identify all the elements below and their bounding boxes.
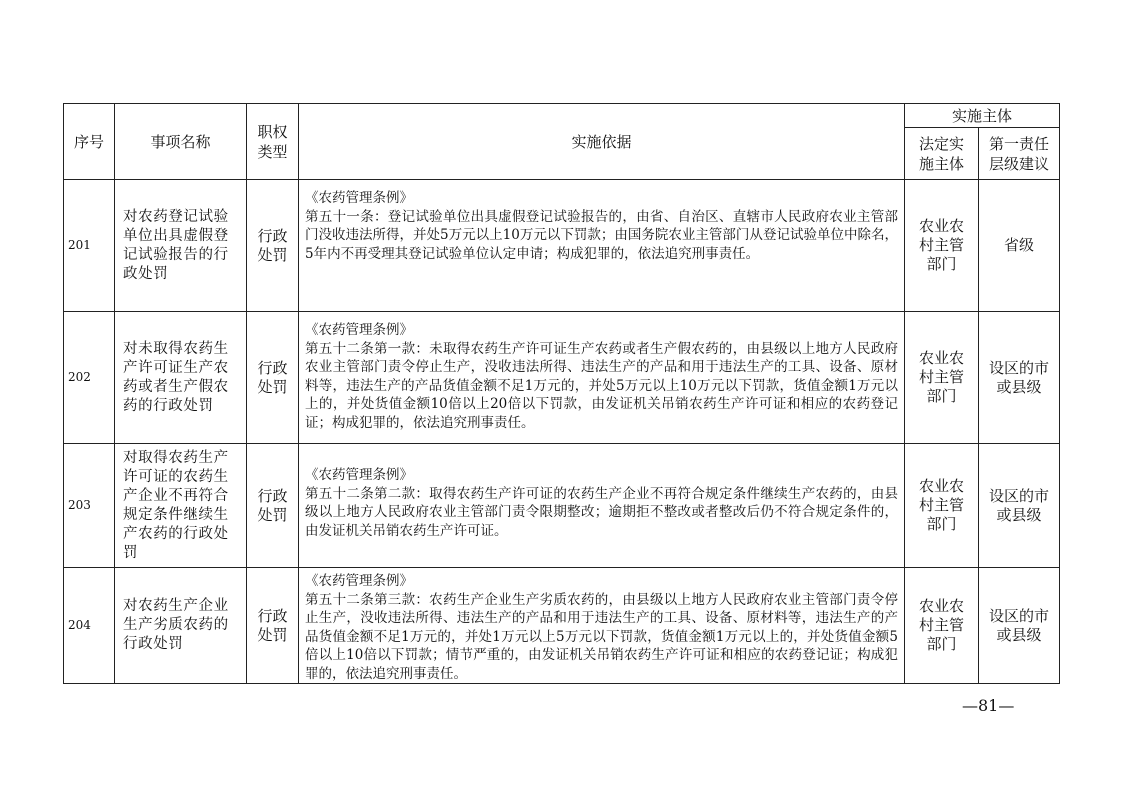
basis-text: 第五十二条第三款：农药生产企业生产劣质农药的，由县级以上地方人民政府农业主管部门责令停止生产，没收违法所得、违法生产的产品和用于违法生产的工具、设备、原材料等，违法生产的产品货值金额不足1万元的，并处1万元以上5万元以下罚款，货值金额1万元以上的，并处货值金额5倍以上10倍以下罚款；情节严重的，由发证机关吊销农药生产许可证和相应的农药登记证；构成犯罪的，依法追究刑事责任。: [305, 591, 898, 682]
first-level: 设区的市或县级: [979, 444, 1060, 568]
legal-subject: 农业农村主管部门: [905, 568, 979, 684]
legal-subject: 农业农村主管部门: [905, 312, 979, 444]
table-row: [64, 312, 1060, 444]
item-name: 对农药生产企业生产劣质农药的行政处罚: [115, 568, 247, 684]
table-row: [64, 444, 1060, 568]
implementation-basis: [299, 180, 905, 312]
header-subject: 实施主体: [905, 104, 1060, 128]
header-no: 序号: [64, 104, 115, 180]
page-number: —81—: [962, 696, 1015, 715]
basis-text: 第五十一条：登记试验单位出具虚假登记试验报告的，由省、自治区、直辖市人民政府农业主管部门没收违法所得，并处5万元以上10万元以下罚款；由国务院农业主管部门从登记试验单位中除名，5年内不再受理其登记试验单位认定申请；构成犯罪的，依法追究刑事责任。: [305, 208, 898, 262]
row-number: 201: [64, 180, 115, 312]
table-row: [64, 180, 1060, 312]
item-name: 对未取得农药生产许可证生产农药或者生产假农药的行政处罚: [115, 312, 247, 444]
header-basis: 实施依据: [299, 104, 905, 180]
header-type: 职权类型: [247, 104, 299, 180]
row-number: 203: [64, 444, 115, 568]
basis-title: 《农药管理条例》: [305, 467, 413, 483]
regulation-table: [63, 103, 1060, 684]
legal-subject: 农业农村主管部门: [905, 180, 979, 312]
header-name: 事项名称: [115, 104, 247, 180]
implementation-basis: [299, 312, 905, 444]
authority-type: 行政处罚: [247, 444, 299, 568]
legal-subject: 农业农村主管部门: [905, 444, 979, 568]
first-level: 设区的市或县级: [979, 568, 1060, 684]
authority-type: 行政处罚: [247, 568, 299, 684]
basis-text: 第五十二条第二款：取得农药生产许可证的农药生产企业不再符合规定条件继续生产农药的，由县级以上地方人民政府农业主管部门责令限期整改；逾期拒不整改或者整改后仍不符合规定条件的，由发证机关吊销农药生产许可证。: [305, 485, 898, 539]
item-name: 对取得农药生产许可证的农药生产企业不再符合规定条件继续生产农药的行政处罚: [115, 444, 247, 568]
row-number: 202: [64, 312, 115, 444]
header-first-level: 第一责任层级建议: [979, 128, 1060, 180]
authority-type: 行政处罚: [247, 312, 299, 444]
first-level: 设区的市或县级: [979, 312, 1060, 444]
table-row: [64, 568, 1060, 684]
item-name: 对农药登记试验单位出具虚假登记试验报告的行政处罚: [115, 180, 247, 312]
authority-type: 行政处罚: [247, 180, 299, 312]
implementation-basis: [299, 568, 905, 684]
basis-title: 《农药管理条例》: [305, 573, 413, 589]
basis-title: 《农药管理条例》: [305, 190, 413, 206]
row-number: 204: [64, 568, 115, 684]
header-legal-subject: 法定实施主体: [905, 128, 979, 180]
basis-title: 《农药管理条例》: [305, 322, 413, 338]
implementation-basis: [299, 444, 905, 568]
basis-text: 第五十二条第一款：未取得农药生产许可证生产农药或者生产假农药的，由县级以上地方人民政府农业主管部门责令停止生产，没收违法所得、违法生产的产品和用于违法生产的工具、设备、原材料等，违法生产的产品货值金额不足1万元的，并处5万元以上10万元以下罚款，货值金额1万元以上的，并处货值金额10倍以上20倍以下罚款，由发证机关吊销农药生产许可证和相应的农药登记证；构成犯罪的，依法追究刑事责任。: [305, 340, 898, 431]
first-level: 省级: [979, 180, 1060, 312]
